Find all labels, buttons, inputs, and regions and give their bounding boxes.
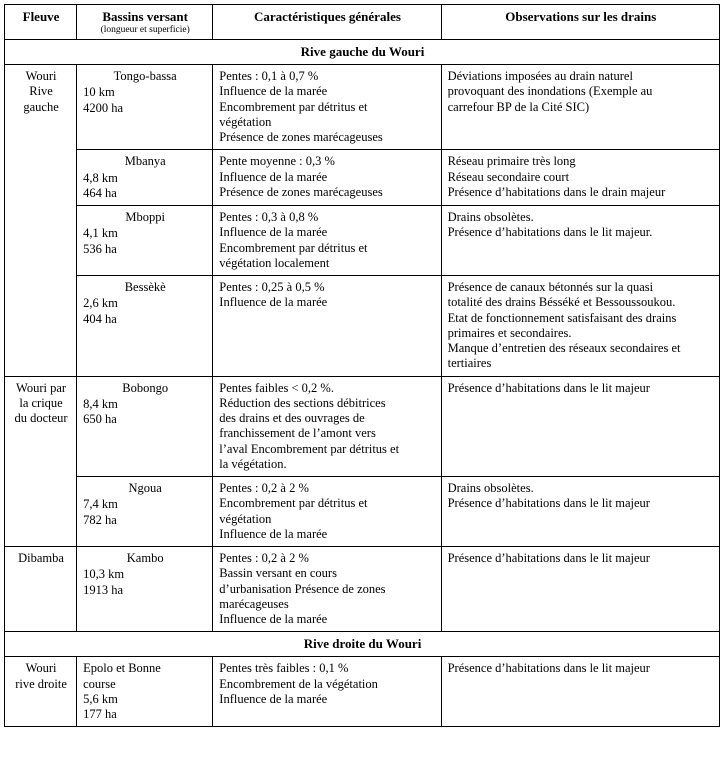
table-row (5, 276, 720, 377)
basin-length: 10,3 km (83, 567, 125, 582)
basin-area: 536 ha (83, 241, 117, 256)
column-header-bassin-main: Bassins versant (102, 9, 188, 24)
characteristics-line: l’aval Encombrement par détritus et (219, 441, 400, 456)
characteristics-cell (213, 657, 441, 727)
characteristics-line: Présence de zones marécageuses (219, 130, 383, 145)
characteristics-line: Réduction des sections débitrices (219, 395, 386, 410)
drainage-basins-table (4, 4, 720, 727)
characteristics-line: Influence de la marée (219, 225, 328, 240)
characteristics-line: Pentes : 0,3 à 0,8 % (219, 210, 319, 225)
group-label-line: Wouri (25, 69, 57, 84)
table-row (5, 206, 720, 276)
characteristics-line: végétation (219, 114, 272, 129)
basin-length: 4,1 km (83, 226, 118, 241)
characteristics-cell (213, 547, 441, 632)
characteristics-line: Pentes faibles < 0,2 %. (219, 380, 334, 395)
observations-line: Présence de canaux bétonnés sur la quasi (447, 280, 654, 295)
table-row (5, 376, 720, 477)
group-label-line: rive droite (15, 676, 67, 691)
basin-area: 4200 ha (83, 100, 124, 115)
characteristics-line: Influence de la marée (219, 612, 328, 627)
characteristics-cell (213, 65, 441, 150)
characteristics-line: des drains et des ouvrages de (219, 411, 365, 426)
basin-cell (77, 477, 213, 547)
observations-line: provoquant des inondations (Exemple au (447, 84, 653, 99)
observations-line: Etat de fonctionnement satisfaisant des drains (447, 310, 677, 325)
table-row (5, 547, 720, 632)
basin-name: Kambo (126, 551, 164, 566)
table-row (5, 657, 720, 727)
basin-area: 177 ha (83, 707, 117, 722)
observations-line: Réseau primaire très long (447, 154, 576, 169)
observations-line: Présence d’habitations dans le lit majeur (447, 551, 650, 566)
characteristics-line: franchissement de l’amont vers (219, 426, 376, 441)
observations-line: Déviations imposées au drain naturel (447, 69, 633, 84)
characteristics-line: Influence de la marée (219, 691, 328, 706)
basin-area: 464 ha (83, 185, 117, 200)
group-label-line: Rive (29, 84, 53, 99)
table-row (5, 65, 720, 150)
column-header-observations: Observations sur les drains (441, 5, 719, 40)
basin-area: 404 ha (83, 311, 117, 326)
characteristics-line: Influence de la marée (219, 84, 328, 99)
characteristics-line: Influence de la marée (219, 169, 328, 184)
observations-line: Présence d’habitations dans le lit majeur. (447, 225, 653, 240)
section-band-label: Rive gauche du Wouri (5, 40, 720, 65)
basin-name: Bessèkè (124, 280, 166, 295)
characteristics-line: Encombrement par détritus et (219, 496, 368, 511)
basin-cell (77, 276, 213, 377)
table-body (5, 40, 720, 727)
basin-cell (77, 206, 213, 276)
basin-length: 8,4 km (83, 396, 118, 411)
characteristics-line: Encombrement par détritus et (219, 240, 368, 255)
characteristics-line: végétation (219, 511, 272, 526)
group-label-line: Wouri (25, 661, 57, 676)
characteristics-line: végétation localement (219, 255, 330, 270)
basin-cell (77, 150, 213, 206)
column-header-bassin (77, 5, 213, 40)
characteristics-line: marécageuses (219, 596, 289, 611)
characteristics-line: Bassin versant en cours (219, 566, 337, 581)
group-label-line: du docteur (14, 411, 68, 426)
characteristics-line: la végétation. (219, 456, 287, 471)
group-label-wouri-rive-droite (5, 657, 77, 727)
basin-area: 782 ha (83, 512, 117, 527)
basin-cell (77, 65, 213, 150)
observations-line: carrefour BP de la Cité SIC) (447, 99, 590, 114)
column-header-bassin-sub: (longueur et superficie) (100, 24, 190, 35)
basin-cell (77, 547, 213, 632)
table-row (5, 150, 720, 206)
table-header-row (5, 5, 720, 40)
observations-cell (441, 206, 719, 276)
basin-name: Ngoua (128, 481, 162, 496)
basin-cell (77, 376, 213, 477)
observations-cell (441, 477, 719, 547)
table-row (5, 477, 720, 547)
characteristics-cell (213, 477, 441, 547)
observations-cell (441, 657, 719, 727)
observations-line: Manque d’entretien des réseaux secondaires et (447, 341, 681, 356)
characteristics-line: Pente moyenne : 0,3 % (219, 154, 335, 169)
observations-line: Drains obsolètes. (447, 210, 534, 225)
characteristics-line: Pentes : 0,25 à 0,5 % (219, 280, 325, 295)
observations-line: Réseau secondaire court (447, 169, 570, 184)
observations-cell (441, 65, 719, 150)
observations-line: Drains obsolètes. (447, 481, 534, 496)
group-label-line: Wouri par (16, 380, 67, 395)
basin-name: Tongo-bassa (113, 69, 177, 84)
observations-line: Présence d’habitations dans le lit majeur (447, 496, 650, 511)
characteristics-line: Pentes : 0,2 à 2 % (219, 481, 309, 496)
basin-name: Bobongo (122, 380, 169, 395)
basin-length: 7,4 km (83, 497, 118, 512)
column-header-fleuve: Fleuve (5, 5, 77, 40)
characteristics-cell (213, 150, 441, 206)
section-band-label: Rive droite du Wouri (5, 632, 720, 657)
characteristics-line: Présence de zones marécageuses (219, 184, 383, 199)
characteristics-cell (213, 276, 441, 377)
characteristics-line: Pentes : 0,2 à 2 % (219, 551, 309, 566)
characteristics-line: Pentes : 0,1 à 0,7 % (219, 69, 319, 84)
characteristics-line: Encombrement par détritus et (219, 99, 368, 114)
characteristics-cell (213, 376, 441, 477)
characteristics-cell (213, 206, 441, 276)
characteristics-line: Influence de la marée (219, 526, 328, 541)
basin-area: 1913 ha (83, 582, 124, 597)
observations-line: Présence d’habitations dans le lit majeur (447, 380, 650, 395)
group-label-dibamba (5, 547, 77, 632)
basin-name: Mboppi (125, 210, 165, 225)
observations-cell (441, 150, 719, 206)
characteristics-line: Pentes très faibles : 0,1 % (219, 661, 349, 676)
basin-name: Mbanya (124, 154, 166, 169)
section-band-rive-droite (5, 632, 720, 657)
basin-length: 2,6 km (83, 296, 118, 311)
observations-cell (441, 547, 719, 632)
group-label-line: Dibamba (18, 551, 64, 566)
basin-cell (77, 657, 213, 727)
basin-name: Epolo et Bonne (83, 661, 161, 676)
basin-length: 5,6 km (83, 691, 118, 706)
basin-length: 4,8 km (83, 170, 118, 185)
observations-cell (441, 376, 719, 477)
characteristics-line: Influence de la marée (219, 295, 328, 310)
observations-line: totalité des drains Bésséké et Bessoussoukou. (447, 295, 676, 310)
observations-line: Présence d’habitations dans le drain majeur (447, 184, 666, 199)
column-header-caracteristiques: Caractéristiques générales (213, 5, 441, 40)
characteristics-line: d’urbanisation Présence de zones (219, 581, 386, 596)
group-label-wouri-crique-docteur (5, 376, 77, 547)
basin-name-cont: course (83, 676, 116, 691)
observations-cell (441, 276, 719, 377)
basin-length: 10 km (83, 85, 115, 100)
section-band-rive-gauche (5, 40, 720, 65)
table-header (5, 5, 720, 40)
group-label-line: la crique (19, 395, 63, 410)
characteristics-line: Encombrement de la végétation (219, 676, 378, 691)
observations-line: Présence d’habitations dans le lit majeur (447, 661, 650, 676)
basin-area: 650 ha (83, 412, 117, 427)
observations-line: tertiaires (447, 356, 492, 371)
group-label-line: gauche (23, 99, 59, 114)
observations-line: primaires et secondaires. (447, 325, 572, 340)
group-label-wouri-rive-gauche (5, 65, 77, 377)
